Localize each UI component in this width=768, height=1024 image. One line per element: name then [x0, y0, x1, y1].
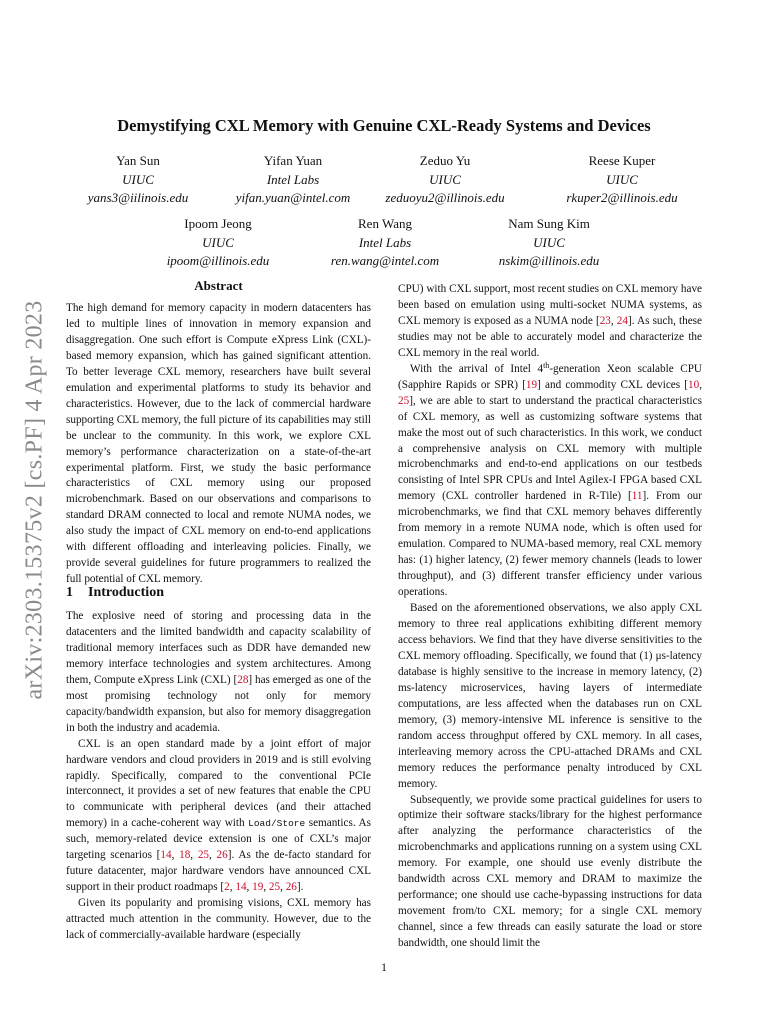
author-email: nskim@illinois.edu: [498, 253, 600, 268]
author-block: [522, 152, 722, 208]
citation-link[interactable]: 25: [398, 394, 410, 407]
arxiv-stamp-text: arXiv:2303.15375v2 [cs.PF] 4 Apr 2023: [21, 300, 48, 700]
intro-right-column: [398, 282, 702, 952]
author-affiliation: UIUC: [429, 171, 461, 187]
intro-paragraph-1: The explosive need of storing and processing data in the datacenters and the limited bandwidth and capacity scalability of traditional memory interfaces such as DDR have demanded new memory interface technologies and system architectures. Among them, Compute eXpress Link (CXL) [28] has emerged as one of the most promising technology not only for memory capacity/bandwidth expansion, but also for memory disaggregation in both the industry and academia.: [66, 610, 371, 734]
author-affiliation: UIUC: [533, 234, 565, 250]
citation-link[interactable]: 2: [224, 881, 230, 894]
author-email: rkuper2@illinois.edu: [566, 190, 678, 205]
citation-link[interactable]: 26: [216, 849, 228, 862]
text-run: With the arrival of Intel 4: [410, 362, 544, 375]
text-run: and commodity CXL devices: [540, 378, 685, 391]
citation-link[interactable]: 19: [252, 881, 264, 894]
citation-link[interactable]: 26: [285, 881, 297, 894]
text-run: CPU) with CXL support, most recent studies on CXL memory have been based on emulation using multi-socket NUMA systems, as CXL memory is exposed as a NUMA node: [398, 283, 702, 327]
intro-paragraph-6: Based on the aforementioned observations, we also apply CXL memory to three real applications exhibiting different memory access behaviors. We find that they have diverse sensitivities to the CXL memory offloading. Specifically, we found that (1) μs-latency database is highly sensitive to the increase in memory latency, (2) ms-latency microservices, having layers of intermediate computations, are less affected when the databases run on CXL memory, (3) memory-intensive ML inference is sensitive to the random access throughput offered by CXL memory. In all cases, interleaving memory across the CPU-attached DRAMs and CXL memory reduces the performance penalty introduced by CXL memory.: [398, 602, 702, 790]
citation-link[interactable]: 25: [268, 881, 281, 894]
text-run: semantics. As such, memory-related device extension is one of CXL’s major targeting scenarios: [66, 817, 371, 862]
arxiv-stamp: [20, 285, 50, 715]
section-heading: [66, 585, 164, 601]
text-run: .: [300, 881, 304, 894]
intro-paragraph-4: CPU) with CXL support, most recent studies on CXL memory have been based on emulation using multi-socket NUMA systems, as CXL memory is exposed as a NUMA node [23, 24]. As such, these studies may not be able to accurately model and characterize the CXL memory in the real world.: [398, 283, 702, 359]
section-number: 1: [66, 585, 73, 600]
author-affiliation: Intel Labs: [358, 234, 412, 250]
citation-link[interactable]: 25: [197, 849, 210, 862]
intro-paragraph-3: Given its popularity and promising visions, CXL memory has attracted much attention in the community. However, due to the lack of commercially-available hardware (especially: [66, 897, 371, 942]
author-name: Ren Wang: [358, 216, 412, 231]
text-run: . As such, these studies may not be able to accurately model and characterize the CXL memory in the real world.: [398, 314, 702, 359]
author-name: Yifan Yuan: [263, 153, 323, 168]
citation-link[interactable]: 18: [179, 849, 191, 862]
citation-link[interactable]: 14: [235, 881, 247, 894]
author-email: ipoom@illinois.edu: [166, 253, 270, 268]
intro-paragraph-7: Subsequently, we provide some practical guidelines for users to optimize their software stacks/library for the highest performance after analyzing the performance characteristics of the microbenchmarks and applications running on a system using CXL memory. For example, one should use evenly distribute the bandwidth across CXL memory and DRAM to maximize the performance; one should use cache-bypassing instructions for data movement from/to CXL memory; for a single CXL memory channel, since a few threads can easily saturate the load or store bandwidth, one should limit the: [398, 793, 702, 950]
author-name: Zeduo Yu: [419, 153, 471, 168]
text-run: . As the de-facto standard for future datacenter, major hardware vendors have announced CXL support in their product roadmaps: [66, 849, 372, 894]
author-email: yans3@iilinois.edu: [87, 190, 189, 205]
text-run: -generation Xeon scalable CPU (Sapphire Rapids or SPR): [398, 362, 702, 391]
author-name: Nam Sung Kim: [508, 216, 590, 231]
section-title: Introduction: [88, 585, 164, 600]
author-name: Reese Kuper: [588, 153, 656, 168]
author-affiliation: UIUC: [202, 234, 234, 250]
author-affiliation: UIUC: [606, 171, 638, 187]
paper-title: Demystifying CXL Memory with Genuine CXL-Ready Systems and Devices: [117, 116, 651, 135]
intro-paragraph-5: With the arrival of Intel 4th-generation Xeon scalable CPU (Sapphire Rapids or SPR) [19] and commodity CXL devices [10, 25], we are able to start to understand the practical characteristics of CXL memory, as well as customizing software systems that make the most out of such characteristics. In this work, we conduct a comprehensive analysis on CXL memory with multiple microbenchmarks and end-to-end applications on our testbeds consisting of Intel SPR CPUs and Intel Agilex-I FPGA based CXL memory (CXL controller hardened in R-Tile) [11]. From our microbenchmarks, we find that CXL memory behaves differently from memory in a remote NUMA node, which is often used for emulation. Compared to NUMA-based memory, real CXL memory has: (1) higher latency, (2) fewer memory channels (leads to lower throughput), and (3) different transfer efficiency under various operations.: [398, 360, 702, 599]
citation-link[interactable]: 14: [160, 849, 172, 862]
author-email: ren.wang@intel.com: [330, 253, 440, 268]
citation-link[interactable]: 23: [599, 314, 611, 327]
text-run: . From our microbenchmarks, we find that CXL memory behaves differently from memory in a remote NUMA node, which is often used for emulation. Compared to NUMA-based memory, real CXL memory has: (1) higher latency, (2) fewer memory channels (leads to lower throughput), and (3) different transfer efficiency under various operations.: [398, 490, 702, 599]
citation-link[interactable]: 10: [688, 378, 700, 391]
author-block: [345, 152, 545, 208]
author-name: Ipoom Jeong: [184, 216, 252, 231]
superscript: th: [543, 360, 550, 370]
author-affiliation: Intel Labs: [266, 171, 320, 187]
author-block: [449, 215, 649, 271]
author-name: Yan Sun: [116, 153, 160, 168]
author-email: yifan.yuan@intel.com: [235, 190, 351, 205]
text-run: has emerged as one of the most promising technology not only for memory capacity/bandwidth expansion, but also for memory disaggregation in both the industry and academia.: [66, 673, 371, 734]
citation-link[interactable]: 24: [616, 314, 628, 327]
abstract-text: The high demand for memory capacity in modern datacenters has led to multiple lines of innovation in memory expansion and disaggregation. One such effort is Compute eXpress Link (CXL)-based memory expansion, which has gained significant attention. To better leverage CXL memory, researchers have built several emulation and experimental platforms to study its behavior and characteristics. However, due to the lack of commercial hardware supporting CXL memory, the full picture of its capabilities may still be unclear to the community. In this work, we explore CXL memory’s performance characterization on a state-of-the-art experimental platform. First, we study the basic performance characteristics of CXL memory using our proposed microbenchmark. Based on our observations and comparisons to standard DRAM connected to local and remote NUMA nodes, we also study the impact of CXL memory on end-to-end applications with different offloading and interleaving policies. Finally, we provide several guidelines for future programmers to realized the full potential of CXL memory.: [66, 302, 371, 586]
citation-link[interactable]: 19: [525, 378, 538, 391]
citation-link[interactable]: 11: [631, 490, 643, 503]
abstract-body: [66, 301, 371, 588]
intro-paragraph-2: CXL is an open standard made by a joint effort of major hardware vendors and cloud providers in 2019 and is still evolving rapidly. Specifically, compared to the conventional PCIe interconnect, it provides a set of new features that enable the CPU to communicate with peripheral devices (and their attached memory) in a cache-coherent way with Load/Store semantics. As such, memory-related device extension is one of CXL’s major targeting scenarios [14, 18, 25, 26]. As the de-facto standard for future datacenter, major hardware vendors have announced CXL support in their product roadmaps [2, 14, 19, 25, 26].: [66, 737, 372, 894]
inline-code: Load/Store: [248, 818, 306, 830]
text-run: The explosive need of storing and processing data in the datacenters and the limited bandwidth and capacity scalability of traditional memory interfaces such as DDR have demanded new memory interface technologies and system architectures. Among them, Compute eXpress Link (CXL): [66, 610, 371, 686]
author-affiliation: UIUC: [122, 171, 154, 187]
text-run: CXL is an open standard made by a joint effort of major hardware vendors and cloud providers in 2019 and is still evolving rapidly. Specifically, compared to the conventional PCIe interconnect, it provides a set of new features that enable the CPU to communicate with peripheral devices (and their attached memory) in a cache-coherent way with: [66, 737, 371, 830]
author-email: zeduoyu2@illinois.edu: [385, 190, 505, 205]
citation-link[interactable]: 28: [237, 673, 249, 686]
page-number: 1: [381, 960, 387, 974]
intro-left-column: [66, 609, 371, 944]
text-run: , we are able to start to understand the practical characteristics of CXL memory, as well as customizing software systems that make the most out of such characteristics. In this work, we conduct a comprehensive analysis on CXL memory with multiple microbenchmarks and end-to-end applications on our testbeds consisting of Intel SPR CPUs and Intel Agilex-I FPGA based CXL memory (CXL controller hardened in R-Tile): [398, 394, 702, 503]
abstract-heading: Abstract: [194, 278, 243, 293]
